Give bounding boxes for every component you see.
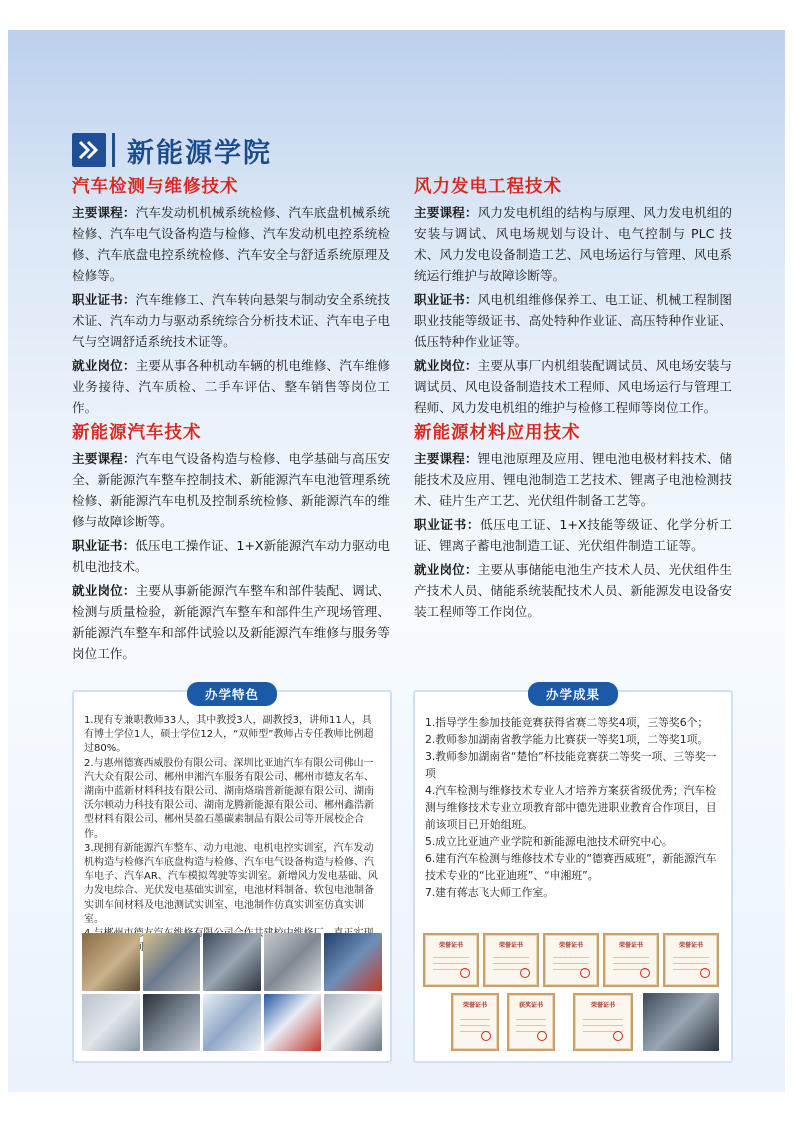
page-title: 新能源学院 [127, 137, 272, 169]
list-item: 5.成立比亚迪产业学院和新能源电池技术研究中心。 [425, 835, 673, 848]
program-jobs: 就业岗位：主要从事储能电池生产技术人员、光伏组件生产技术人员、储能系统装配技术人员、新能源发电设备安装工程师等工作岗位。 [414, 562, 733, 619]
program-certificates: 职业证书：风电机组维修保养工、电工证、机械工程制图职业技能等级证书、高处特种作业证、高压特种作业证、低压特种作业证等。 [414, 292, 733, 349]
left-column [72, 175, 390, 667]
training-photo [324, 933, 382, 991]
certificate-image: 荣誉证书 [483, 933, 539, 987]
training-photo [82, 933, 140, 991]
program-courses: 主要课程：锂电池原理及应用、锂电池电极材料技术、储能技术及应用、锂电池制造工艺技术、锂离子电池检测技术、硅片生产工艺、光伏组件制备工艺等。 [414, 451, 733, 508]
list-item: 3.现拥有新能源汽车整车、动力电池、电机电控实训室，汽车发动机构造与检修汽车底盘构造与检修、汽车电气设备构造与检修、汽车电子、汽车AR、汽车模拟驾驶等实训室。新增风力发电基础、风力发电综合、光伏发电基础实训室，电池材料制备、软包电池制备实训车间材料及电池测试实训室、电池制作仿真实训室仿真实训室。 [84, 842, 378, 925]
certificate-image: 荣誉证书 [603, 933, 659, 987]
training-photo [264, 933, 322, 991]
features-box [72, 687, 392, 1063]
training-photo [203, 933, 261, 991]
program-courses: 主要课程：汽车电气设备构造与检修、电学基础与高压安全、新能源汽车整车控制技术、新能源汽车电池管理系统检修、新能源汽车电机及控制系统检修、新能源汽车的维修与故障诊断等。 [72, 451, 391, 529]
double-chevron-right-icon [72, 133, 106, 167]
achievements-title: 办学成果 [528, 682, 618, 706]
list-item: 4.汽车检测与维修技术专业人才培养方案获省级优秀；汽车检测与维修技术专业立项教育部中德先进职业教育合作项目，目前该项目已开始组班。 [425, 784, 717, 831]
program-title: 风力发电工程技术 [414, 177, 562, 197]
certificate-image: 获奖证书 [507, 993, 555, 1051]
training-photo [143, 933, 201, 991]
list-item: 6.建有汽车检测与维修技术专业的“德赛西威班”，新能源汽车技术专业的“比亚迪班”、“申湘班”。 [425, 852, 717, 882]
photo-gallery [82, 933, 382, 1051]
program-auto-repair [72, 175, 390, 418]
list-item: 2.与惠州德赛西威股份有限公司、深圳比亚迪汽车有限公司佛山一汽大众有限公司、郴州申湘汽车服务有限公司、郴州市德友名车、湖南中蓝新材料科技有限公司、湖南烙瑞普新能源有限公司、湖南沃尔顿动力科技有限公司、湖南龙腾新能源有限公司、郴州鑫浩新型材料有限公司、郴州昊盈石墨碳素制品有限公司等开展校企合作。 [84, 757, 374, 840]
training-photo [203, 994, 261, 1052]
list-item: 2.教师参加湖南省教学能力比赛获一等奖1项，二等奖1项。 [425, 733, 709, 746]
right-column [414, 175, 732, 625]
program-courses: 主要课程：汽车发动机机械系统检修、汽车底盘机械系统检修、汽车电气设备构造与检修、汽车发动机电控系统检修、汽车底盘电控系统检修、汽车安全与舒适系统原理及检修等。 [72, 205, 391, 283]
list-item: 7.建有蒋志飞大师工作室。 [425, 886, 555, 899]
program-new-energy-materials [414, 421, 732, 622]
program-certificates: 职业证书：低压电工证、1+X技能等级证、化学分析工证、锂离子蓄电池制造工证、光伏组件制造工证等。 [414, 517, 732, 553]
features-title: 办学特色 [187, 682, 277, 706]
program-jobs: 就业岗位：主要从事厂内机组装配调试员、风电场安装与调试员、风电设备制造技术工程师、风电场运行与管理工程师、风力发电机组的维护与检修工程师等岗位工作。 [414, 358, 733, 415]
header-divider [112, 133, 115, 167]
training-photo [82, 994, 140, 1052]
list-item: 3.教师参加湖南省“楚怡”杯技能竞赛获二等奖一项、三等奖一项 [425, 750, 717, 780]
features-list [74, 692, 390, 955]
section-header [72, 128, 272, 172]
team-photo [643, 993, 719, 1051]
training-photo [264, 994, 322, 1052]
achievements-box [413, 687, 733, 1063]
program-jobs: 就业岗位：主要从事新能源汽车整车和部件装配、调试、检测与质量检验，新能源汽车整车和部件生产现场管理、新能源汽车整车和部件试验以及新能源汽车维修与服务等岗位工作。 [72, 583, 391, 661]
program-certificates: 职业证书：汽车维修工、汽车转向悬架与制动安全系统技术证、汽车动力与驱动系统综合分析技术证、汽车电子电气与空调舒适系统技术证等。 [72, 292, 391, 349]
certificate-image: 荣誉证书 [423, 933, 479, 987]
program-courses: 主要课程：风力发电机组的结构与原理、风力发电机组的安装与调试、风电场规划与设计、电气控制与 PLC 技术、风力发电设备制造工艺、风电场运行与管理、风电系统运行维护与故障诊断等。 [414, 205, 733, 283]
certificate-image: 荣誉证书 [451, 993, 499, 1051]
program-certificates: 职业证书：低压电工操作证、1+X新能源汽车动力驱动电机电池技术。 [72, 538, 390, 574]
certificate-image: 荣誉证书 [573, 993, 633, 1051]
achievements-list [415, 692, 731, 901]
program-title: 新能源材料应用技术 [414, 423, 581, 443]
brochure-page [8, 30, 785, 1092]
program-title: 汽车检测与维修技术 [72, 177, 239, 197]
program-jobs: 就业岗位：主要从事各种机动车辆的机电维修、汽车维修业务接待、汽车质检、二手车评估、整车销售等岗位工作。 [72, 358, 391, 415]
training-photo [324, 994, 382, 1052]
list-item: 1.指导学生参加技能竞赛获得省赛二等奖4项，三等奖6个； [425, 716, 709, 729]
list-item: 1.现有专兼职教师33人，其中教授3人，副教授3，讲师11人，具有博士学位1人，硕士学位12人，“双师型”教师占专任教师比例超过80%。 [84, 715, 374, 755]
certificate-image: 荣誉证书 [543, 933, 599, 987]
training-photo [143, 994, 201, 1052]
certificate-image: 荣誉证书 [663, 933, 719, 987]
program-title: 新能源汽车技术 [72, 423, 202, 443]
program-wind-power [414, 175, 732, 418]
program-new-energy-vehicle [72, 421, 390, 664]
certificate-gallery [423, 933, 723, 1051]
